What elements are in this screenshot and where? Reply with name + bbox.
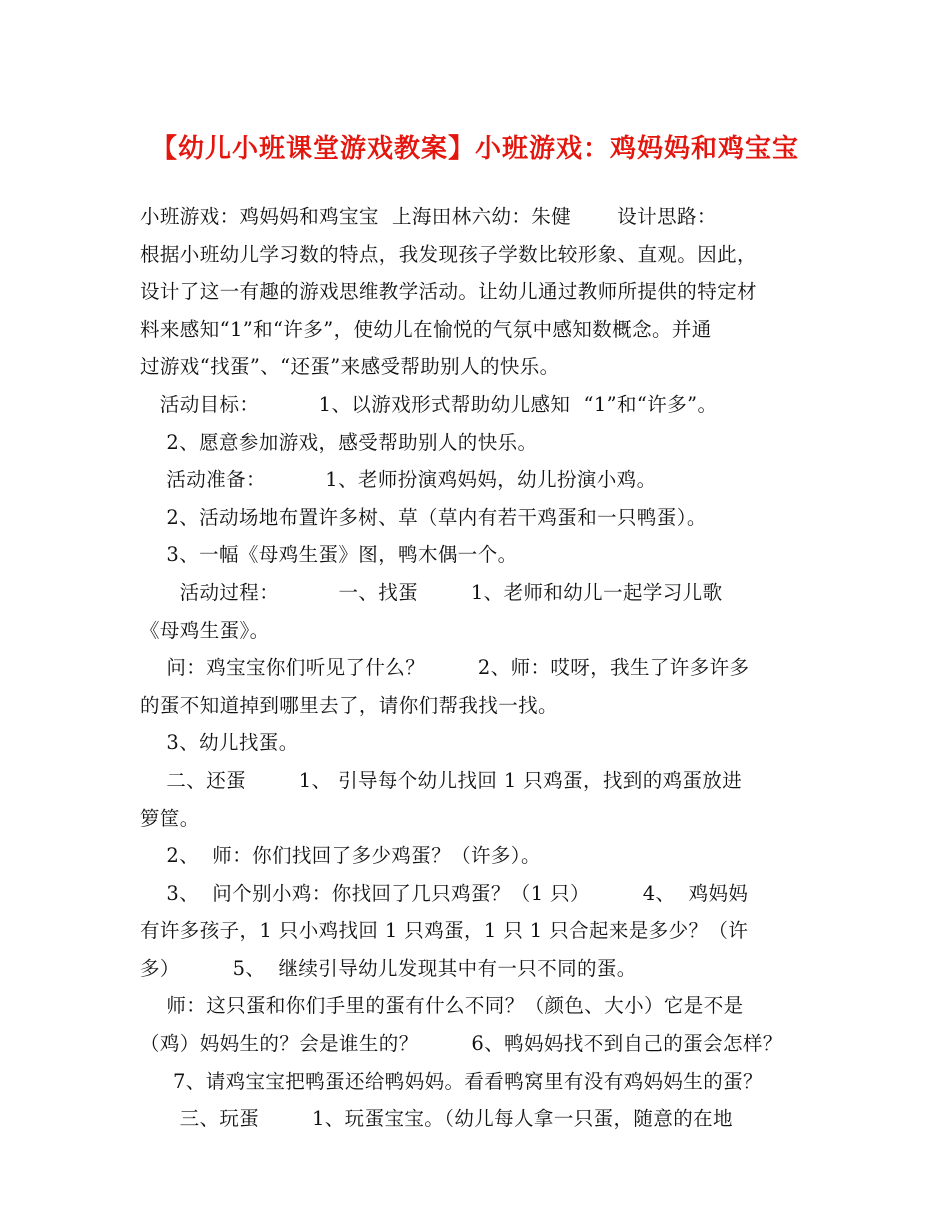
- body-line: 根据小班幼儿学习数的特点，我发现孩子学数比较形象、直观。因此，: [140, 242, 757, 266]
- body-line: 箩筐。: [140, 806, 200, 830]
- body-line: 多） 5、 继续引导幼儿发现其中有一只不同的蛋。: [140, 956, 637, 980]
- body-line: 2、愿意参加游戏，感受帮助别人的快乐。: [140, 430, 538, 454]
- document-title: 【幼儿小班课堂游戏教案】小班游戏：鸡妈妈和鸡宝宝: [150, 134, 799, 164]
- body-line: （鸡）妈妈生的？会是谁生的？ 6、鸭妈妈找不到自己的蛋会怎样？: [140, 1032, 783, 1056]
- body-line: 3、 问个别小鸡：你找回了几只鸡蛋？（1 只） 4、 鸡妈妈: [140, 881, 749, 905]
- body-line: 7、请鸡宝宝把鸭蛋还给鸭妈妈。看看鸭窝里有没有鸡妈妈生的蛋？: [140, 1069, 763, 1093]
- body-line: 2、活动场地布置许多树、草（草内有若干鸡蛋和一只鸭蛋）。: [140, 505, 707, 529]
- body-line: 小班游戏：鸡妈妈和鸡宝宝 上海田林六幼：朱健 设计思路：: [140, 205, 717, 228]
- body-line: 料来感知“1”和“许多”，使幼儿在愉悦的气氛中感知数概念。并通: [140, 317, 712, 341]
- body-line: 师：这只蛋和你们手里的蛋有什么不同？（颜色、大小）它是不是: [140, 994, 744, 1018]
- body-line: 设计了这一有趣的游戏思维教学活动。让幼儿通过教师所提供的特定材: [140, 280, 757, 304]
- body-line: 3、一幅《母鸡生蛋》图，鸭木偶一个。: [140, 543, 518, 567]
- body-line: 的蛋不知道掉到哪里去了，请你们帮我找一找。: [140, 693, 558, 717]
- document-body: [140, 198, 820, 1138]
- body-line: 问：鸡宝宝你们听见了什么？ 2、师：哎呀，我生了许多许多: [140, 656, 750, 680]
- body-line: 2、 师：你们找回了多少鸡蛋？（许多）。: [140, 844, 541, 868]
- body-line: 活动过程： 一、找蛋 1、老师和幼儿一起学习儿歌: [140, 580, 723, 604]
- body-line: 《母鸡生蛋》。: [140, 618, 270, 642]
- body-line: 有许多孩子，1 只小鸡找回 1 只鸡蛋，1 只 1 只合起来是多少？（许: [140, 919, 749, 943]
- body-line: 3、幼儿找蛋。: [140, 731, 299, 755]
- body-line: 三、玩蛋 1、玩蛋宝宝。（幼儿每人拿一只蛋，随意的在地: [140, 1107, 733, 1131]
- body-line: 二、还蛋 1、 引导每个幼儿找回 1 只鸡蛋，找到的鸡蛋放进: [140, 768, 743, 792]
- body-line: 活动准备： 1、老师扮演鸡妈妈，幼儿扮演小鸡。: [140, 468, 657, 492]
- body-line: 活动目标： 1、以游戏形式帮助幼儿感知 “1”和“许多”。: [140, 392, 718, 416]
- body-line: 过游戏“找蛋”、“还蛋”来感受帮助别人的快乐。: [140, 355, 560, 379]
